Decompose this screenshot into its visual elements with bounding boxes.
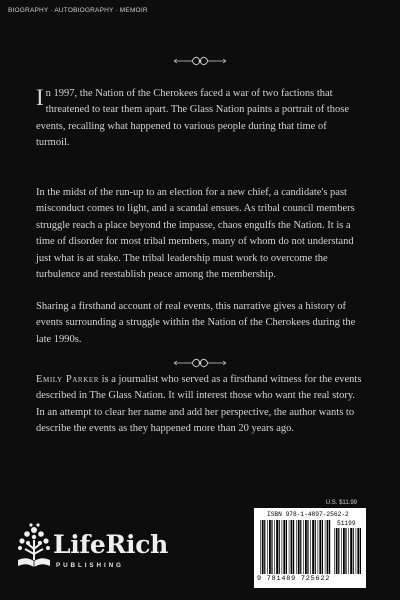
- author-bio: [36, 372, 362, 438]
- author-name: Emily Parker: [36, 374, 99, 385]
- barcode-bars: [260, 520, 332, 574]
- blurb-paragraph-3: Sharing a firsthand account of real events, this narrative gives a history of events surrounding a struggle within the Nation of the Cherokees during the late 1990s.: [36, 301, 356, 345]
- category-line: BIOGRAPHY · AUTOBIOGRAPHY · MEMOIR: [8, 7, 148, 14]
- drop-cap: I: [36, 85, 44, 110]
- blurb-paragraph-2: In the midst of the run-up to an election for a new chief, a candidate's past misconduct comes to light, and a scandal ensues. As tribal council members struggle reach a place beyond the impasse, chaos engulfs the Nation. It is a time of disorder for most tribal members, many of whom do not understand just what is at stake. The tribal leadership must work to overcome the turbulence and reestablish peace among the membership.: [36, 187, 355, 281]
- price-label: U.S. $11.99: [325, 500, 357, 506]
- barcode-addon-bars: [334, 528, 362, 574]
- author-bio-text: is a journalist who served as a firsthand witness for the events described in The Glass Nation. It will interest those who want the real story. In an attempt to clear her name and add her perspective, the author wants to describe the events as they happened more than 20 years ago.: [36, 374, 362, 435]
- barcode: [254, 508, 366, 588]
- publisher-subtitle: PUBLISHING: [56, 562, 124, 569]
- barcode-addon-label: 51199: [337, 520, 356, 527]
- blurb-paragraph-1: [36, 86, 362, 152]
- ornament-divider-icon: [170, 52, 230, 70]
- blurb-paragraph-1-text: n 1997, the Nation of the Cherokees faced a war of two factions that threatened to tear them apart. The Glass Nation paints a portrait of those events, recalling what happened to various people during that time of turmoil.: [36, 88, 350, 149]
- publisher-name: LifeRich: [53, 530, 169, 559]
- ornament-divider-icon: [170, 354, 230, 372]
- barcode-digits: 9 781489 725622: [257, 575, 331, 583]
- isbn-label: ISBN 978-1-4897-2562-2: [267, 511, 349, 518]
